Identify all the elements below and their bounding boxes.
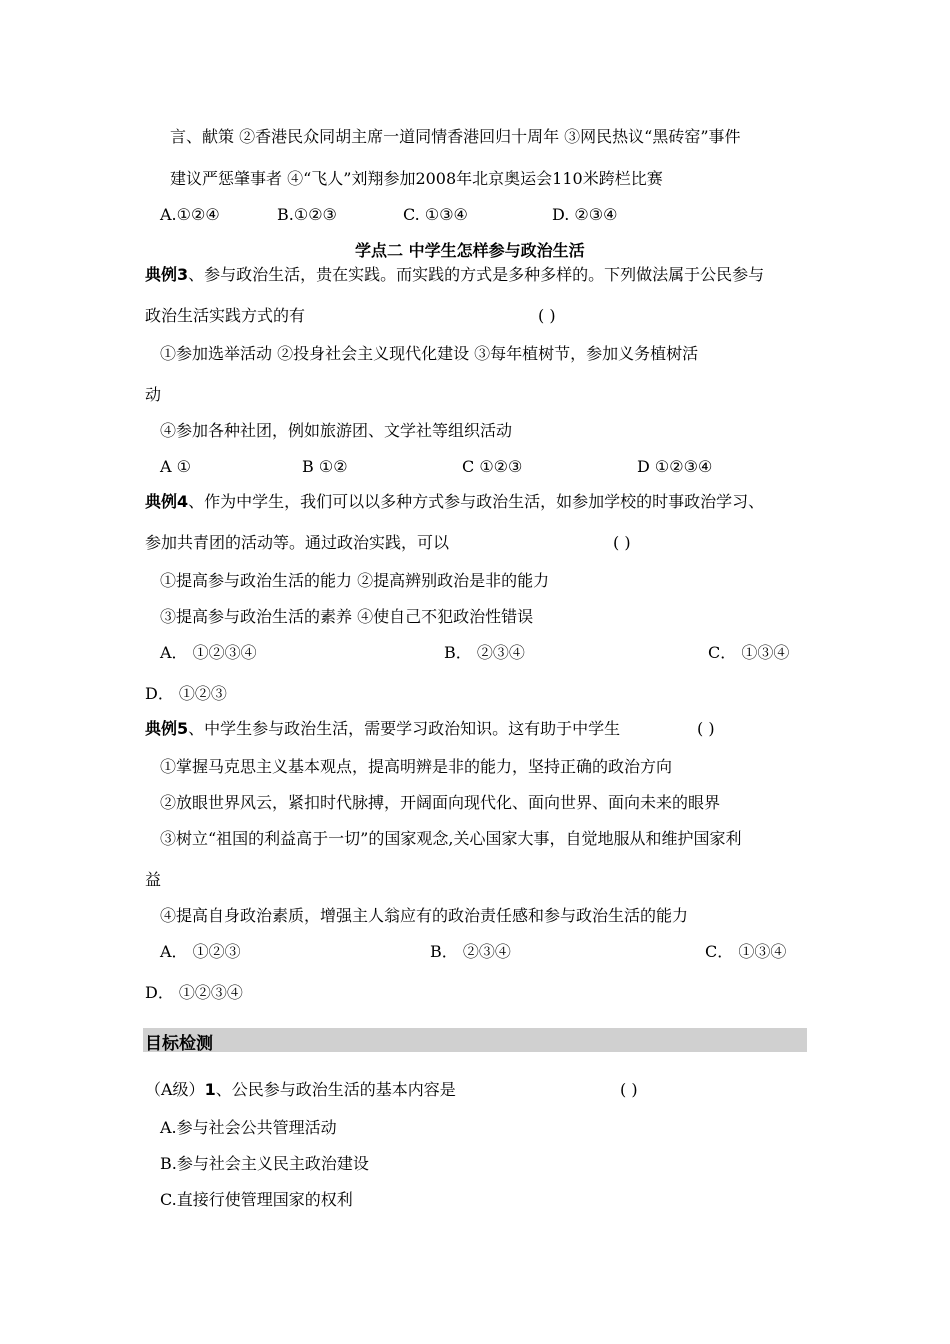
example-5-item-2: ②放眼世界风云，紧扣时代脉搏，开阔面向现代化、面向世界、面向未来的眼界 <box>160 793 721 812</box>
example-5-label: 典例5 <box>145 719 189 738</box>
example-4-option-b: B． ②③④ <box>444 643 525 662</box>
intro-option-c: C. ①③④ <box>403 205 468 224</box>
target-section-bar <box>143 1028 807 1052</box>
example-5-item-4: ④提高自身政治素质，增强主人翁应有的政治责任感和参与政治生活的能力 <box>160 906 689 925</box>
example-3-option-b: B ①② <box>302 457 348 476</box>
example-4-items-2: ③提高参与政治生活的素养 ④使自己不犯政治性错误 <box>160 607 534 626</box>
question-1-option-a: A.参与社会公共管理活动 <box>160 1118 337 1137</box>
example-5-text: 、中学生参与政治生活，需要学习政治知识。这有助于中学生 <box>188 719 621 738</box>
question-1-option-b: B.参与社会主义民主政治建设 <box>160 1154 369 1173</box>
example-4-option-c: C． ①③④ <box>708 643 790 662</box>
example-3-items-1: ①参加选举活动 ②投身社会主义现代化建设 ③每年植树节，参加义务植树活 <box>160 344 699 363</box>
example-4-text: 、作为中学生，我们可以以多种方式参与政治生活，如参加学校的时事政治学习、 <box>188 492 765 511</box>
example-3-label: 典例3 <box>145 265 189 284</box>
intro-line-2: 建议严惩肇事者 ④“飞人”刘翔参加2008年北京奥运会110米跨栏比赛 <box>170 169 663 188</box>
example-3-line-1 <box>145 264 764 286</box>
question-1-line <box>145 1079 456 1101</box>
example-5-option-b: B． ②③④ <box>430 942 511 961</box>
intro-option-d: D. ②③④ <box>552 205 618 224</box>
example-4-line-1 <box>145 491 764 513</box>
example-4-option-d: D． ①②③ <box>145 684 227 703</box>
question-1-option-c: C.直接行使管理国家的权利 <box>160 1190 353 1209</box>
example-3-line-2: 政治生活实践方式的有 <box>145 306 306 325</box>
example-3-items-1b: 动 <box>145 385 162 404</box>
example-5-option-a: A． ①②③ <box>160 942 241 961</box>
example-4-items-1: ①提高参与政治生活的能力 ②提高辨别政治是非的能力 <box>160 571 550 590</box>
question-1-text: 、公民参与政治生活的基本内容是 <box>215 1080 456 1099</box>
example-5-option-d: D． ①②③④ <box>145 983 243 1002</box>
example-4-option-a: A． ①②③④ <box>160 643 257 662</box>
question-1-number: 1 <box>204 1080 216 1099</box>
example-4-paren: ( ) <box>613 533 631 552</box>
intro-option-b: B.①②③ <box>277 205 337 224</box>
example-3-paren: ( ) <box>538 306 556 325</box>
intro-line-1: 言、献策 ②香港民众同胡主席一道同情香港回归十周年 ③网民热议“黑砖窑”事件 <box>170 127 741 146</box>
section-title: 学点二 中学生怎样参与政治生活 <box>355 241 585 260</box>
example-5-option-c: C． ①③④ <box>705 942 787 961</box>
example-3-option-d: D ①②③④ <box>637 457 713 476</box>
example-3-items-2: ④参加各种社团，例如旅游团、文学社等组织活动 <box>160 421 513 440</box>
example-5-item-3b: 益 <box>145 870 162 889</box>
target-section-title: 目标检测 <box>145 1034 213 1054</box>
example-4-line-2: 参加共青团的活动等。通过政治实践，可以 <box>145 533 450 552</box>
example-3-text: 、参与政治生活，贵在实践。而实践的方式是多种多样的。下列做法属于公民参与 <box>188 265 765 284</box>
example-4-label: 典例4 <box>145 492 189 511</box>
example-3-option-a: A ① <box>160 457 191 476</box>
example-5-paren: ( ) <box>697 719 715 738</box>
example-5-line-1 <box>145 718 620 740</box>
question-1-prefix: （A级） <box>145 1080 205 1099</box>
intro-option-a: A.①②④ <box>160 205 220 224</box>
question-1-paren: ( ) <box>620 1080 638 1099</box>
example-5-item-3a: ③树立“祖国的利益高于一切”的国家观念,关心国家大事，自觉地服从和维护国家利 <box>160 829 742 848</box>
example-3-option-c: C ①②③ <box>462 457 523 476</box>
example-5-item-1: ①掌握马克思主义基本观点，提高明辨是非的能力，坚持正确的政治方向 <box>160 757 673 776</box>
